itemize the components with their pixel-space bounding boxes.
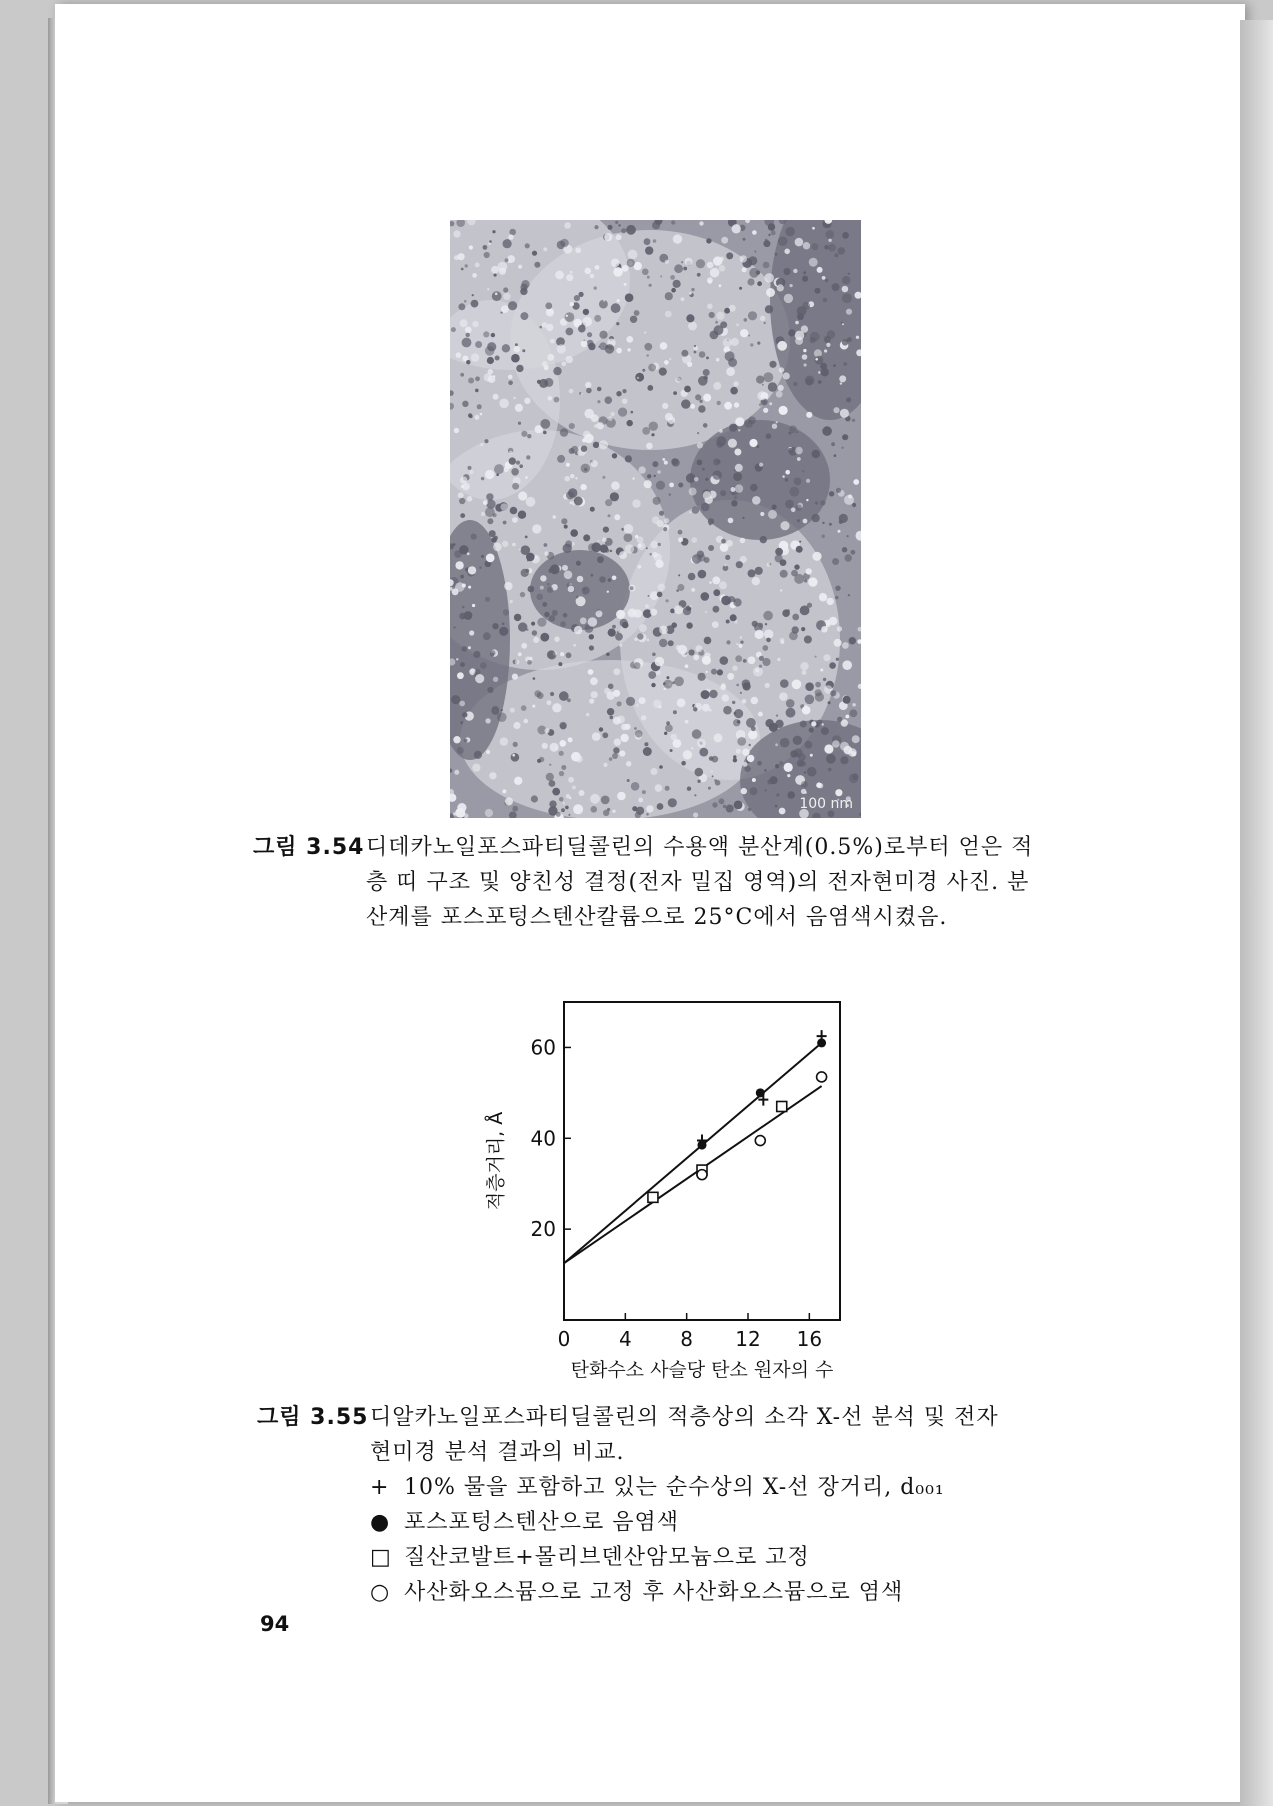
caption-line: 층 띠 구조 및 양친성 결정(전자 밀집 영역)의 전자현미경 사진. 분 [366, 870, 1030, 895]
data-point-filled-circle [698, 1141, 707, 1150]
page-shadow [1240, 20, 1273, 1806]
caption-line: 디데카노일포스파티딜콜린의 수용액 분산계(0.5%)로부터 얻은 적 [366, 835, 1034, 860]
legend-item-open-square: □ 질산코발트+몰리브덴산암모늄으로 고정 [370, 1540, 999, 1575]
scatter-chart [470, 990, 870, 1390]
y-tick-label: 40 [530, 1126, 556, 1151]
data-point-open-square [777, 1101, 787, 1111]
data-point-open-square [648, 1192, 658, 1202]
y-axis-label: 적층거리, Å [485, 1111, 507, 1211]
electron-micrograph [450, 220, 861, 818]
caption-line: 현미경 분석 결과의 비교. [370, 1440, 625, 1465]
x-tick-label: 8 [680, 1327, 694, 1351]
scale-bar-label: 100 nm [799, 796, 853, 812]
legend-item-filled-circle: ● 포스포텅스텐산으로 음염색 [370, 1505, 999, 1540]
x-tick-label: 4 [618, 1327, 632, 1351]
legend-item-open-circle: ○ 사산화오스뮴으로 고정 후 사산화오스뮴으로 염색 [370, 1575, 999, 1610]
open-square-marker-icon: □ [370, 1545, 392, 1570]
figure-number: 그림 3.55 [257, 1405, 369, 1430]
legend-item-plus: + 10% 물을 포함하고 있는 순수상의 X-선 장거리, d₀₀₁ [370, 1470, 999, 1505]
fit-line [564, 1086, 822, 1263]
x-tick-label: 12 [735, 1327, 761, 1351]
data-point-open-circle [755, 1136, 765, 1146]
data-point-open-circle [817, 1072, 827, 1082]
x-tick-label: 0 [557, 1327, 571, 1351]
figure-caption-3-54 [253, 830, 1033, 935]
legend [257, 1470, 999, 1610]
y-tick-label: 60 [530, 1035, 556, 1060]
x-axis-label: 탄화수소 사슬당 탄소 원자의 수 [570, 1359, 834, 1381]
caption-line: 산계를 포스포텅스텐산칼륨으로 25°C에서 음염색시켰음. [366, 905, 948, 930]
y-tick-label: 20 [530, 1217, 556, 1242]
caption-line: 디알카노일포스파티딜콜린의 적층상의 소각 X-선 분석 및 전자 [370, 1405, 999, 1430]
x-tick-label: 16 [796, 1327, 823, 1351]
figure-caption-3-55 [257, 1400, 999, 1610]
plot-frame [564, 1002, 840, 1320]
filled-circle-marker-icon: ● [370, 1510, 391, 1535]
open-circle-marker-icon: ○ [370, 1580, 391, 1605]
page-number: 94 [260, 1612, 290, 1636]
chart-area [470, 990, 870, 1390]
data-point-open-circle [697, 1170, 707, 1180]
plus-marker-icon: + [370, 1475, 390, 1500]
data-point-filled-circle [756, 1088, 765, 1097]
figure-number: 그림 3.54 [253, 835, 365, 860]
data-point-filled-circle [817, 1038, 826, 1047]
fit-line [564, 1043, 822, 1263]
